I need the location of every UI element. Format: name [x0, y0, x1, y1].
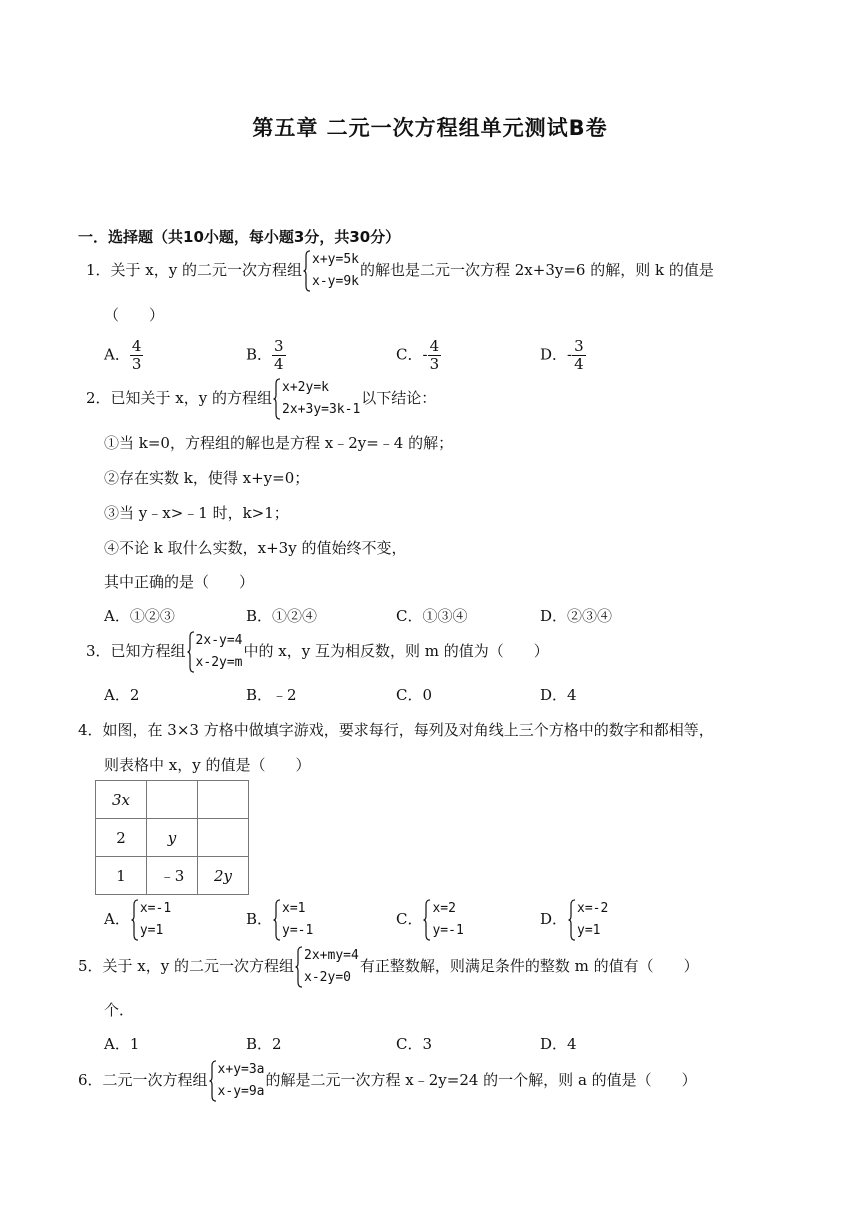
- q3-equation-2: x-2y=m: [195, 655, 243, 670]
- q5-option-a[interactable]: A．1: [104, 1035, 140, 1053]
- option-system: [568, 898, 608, 942]
- option-label: C．: [396, 910, 423, 928]
- numerator: 3: [574, 337, 584, 355]
- q3-option-a[interactable]: A．2: [104, 686, 140, 704]
- q2-option-c[interactable]: C．①③④: [396, 607, 468, 625]
- numerator: 4: [131, 337, 142, 355]
- q3-option-b[interactable]: B．﹣2: [246, 686, 297, 704]
- q5-stem-pre: 5．关于 x，y 的二元一次方程组: [78, 957, 295, 975]
- question-5: [78, 945, 699, 989]
- q2-equation-1: x+2y=k: [282, 380, 329, 395]
- option-equation: y=-1: [282, 923, 314, 938]
- q1-equation-system: [303, 249, 359, 293]
- q2-statement-2: ②存在实数 k，使得 x+y=0；: [104, 469, 310, 487]
- denominator: 4: [574, 355, 584, 373]
- q2-equation-2: 2x+3y=3k-1: [282, 402, 361, 417]
- option-equation: y=1: [577, 923, 601, 938]
- option-equation: x=2: [432, 901, 456, 916]
- q2-equation-system: [273, 377, 360, 421]
- q1-stem-pre: 1．关于 x，y 的二元一次方程组: [86, 261, 303, 279]
- q3-option-d[interactable]: D．4: [540, 686, 577, 704]
- denominator: 4: [274, 355, 284, 373]
- section-heading: 一．选择题（共10小题，每小题3分，共30分）: [78, 228, 401, 246]
- grid-cell: [198, 781, 249, 819]
- option-label: A．: [104, 345, 130, 364]
- q6-equation-system: [209, 1059, 265, 1103]
- grid-cell: 2: [96, 819, 147, 857]
- q1-option-b[interactable]: [246, 338, 286, 373]
- option-system: [423, 898, 463, 942]
- question-1: [86, 249, 714, 293]
- option-sign: -: [422, 345, 428, 364]
- option-system: [131, 898, 171, 942]
- grid-cell: 3x: [96, 781, 147, 819]
- question-3: [86, 630, 549, 674]
- denominator: 3: [131, 355, 142, 373]
- q1-stem-post: 的解也是二元一次方程 2x+3y=6 的解，则 k 的值是: [359, 261, 714, 279]
- grid-cell: [147, 781, 198, 819]
- q2-option-a[interactable]: A．①②③: [104, 607, 175, 625]
- q5-equation-2: x-2y=0: [304, 970, 351, 985]
- grid-cell: [198, 819, 249, 857]
- document-title: 第五章 二元一次方程组单元测试B卷: [252, 116, 608, 140]
- q1-option-d[interactable]: [540, 338, 586, 373]
- q2-statement-4: ④不论 k 取什么实数，x+3y 的值始终不变，: [104, 539, 407, 557]
- q2-statement-1: ①当 k=0，方程组的解也是方程 x﹣2y=﹣4 的解；: [104, 434, 454, 452]
- grid-row: [96, 781, 249, 819]
- q1-option-c[interactable]: [396, 338, 441, 373]
- option-label: D．: [540, 345, 568, 364]
- q1-option-a[interactable]: [104, 338, 143, 373]
- q1-paren: （ ）: [104, 306, 165, 324]
- q6-equation-1: x+y=3a: [217, 1062, 265, 1077]
- option-equation: x=-2: [577, 901, 609, 916]
- q5-equation-system: [295, 945, 359, 989]
- fraction: [572, 338, 586, 373]
- option-label: C．: [396, 345, 423, 364]
- q6-equation-2: x-y=9a: [217, 1084, 265, 1099]
- grid-row: [96, 819, 249, 857]
- q2-stem-pre: 2．已知关于 x，y 的方程组: [86, 389, 273, 407]
- q5-option-b[interactable]: B．2: [246, 1035, 282, 1053]
- fraction: [428, 338, 442, 373]
- q4-option-b[interactable]: [246, 898, 314, 942]
- q2-ask: 其中正确的是（ ）: [104, 573, 255, 591]
- option-label: B．: [246, 910, 273, 928]
- option-equation: y=-1: [432, 923, 464, 938]
- q3-option-c[interactable]: C．0: [396, 686, 433, 704]
- fraction: [130, 338, 144, 373]
- option-system: [273, 898, 313, 942]
- option-sign: -: [567, 345, 573, 364]
- option-label: D．: [540, 910, 568, 928]
- q3-stem-post: 中的 x，y 互为相反数，则 m 的值为（ ）: [243, 642, 549, 660]
- q6-stem-pre: 6．二元一次方程组: [78, 1071, 208, 1089]
- q5-option-c[interactable]: C．3: [396, 1035, 433, 1053]
- q3-stem-pre: 3．已知方程组: [86, 642, 186, 660]
- q1-equation-1: x+y=5k: [312, 252, 359, 267]
- q2-option-d[interactable]: D．②③④: [540, 607, 613, 625]
- q6-stem-post: 的解是二元一次方程 x﹣2y=24 的一个解，则 a 的值是（ ）: [265, 1071, 697, 1089]
- q4-option-a[interactable]: [104, 898, 172, 942]
- fraction: [272, 338, 286, 373]
- grid-cell: 1: [96, 857, 147, 895]
- question-6: [78, 1059, 697, 1103]
- q4-option-c[interactable]: [396, 898, 465, 942]
- q2-option-b[interactable]: B．①②④: [246, 607, 318, 625]
- q2-statement-3: ③当 y﹣x>﹣1 时，k>1；: [104, 504, 289, 522]
- numerator: 3: [274, 337, 284, 355]
- q3-equation-system: [187, 630, 243, 674]
- grid-cell: 2y: [198, 857, 249, 895]
- grid-cell: ﹣3: [147, 857, 198, 895]
- q5-equation-1: 2x+my=4: [304, 948, 359, 963]
- numerator: 4: [429, 337, 440, 355]
- grid-cell: y: [147, 819, 198, 857]
- q4-option-d[interactable]: [540, 898, 609, 942]
- q5-stem-post: 有正整数解，则满足条件的整数 m 的值有（ ）: [359, 957, 699, 975]
- option-label: A．: [104, 910, 130, 928]
- q1-equation-2: x-y=9k: [312, 274, 359, 289]
- grid-row: [96, 857, 249, 895]
- q5-option-d[interactable]: D．4: [540, 1035, 577, 1053]
- option-equation: y=1: [139, 923, 164, 938]
- q5-stem-line-2: 个．: [104, 1001, 135, 1019]
- option-equation: x=-1: [139, 901, 172, 916]
- question-2: [86, 377, 436, 421]
- q4-stem-line-1: 4．如图，在 3×3 方格中做填字游戏，要求每行，每列及对角线上三个方格中的数字和都相等，: [78, 721, 714, 739]
- option-equation: x=1: [282, 901, 306, 916]
- option-label: B．: [246, 345, 273, 364]
- denominator: 3: [429, 355, 440, 373]
- q4-stem-line-2: 则表格中 x，y 的值是（ ）: [104, 756, 311, 774]
- q2-stem-post: 以下结论：: [361, 389, 437, 407]
- q3-equation-1: 2x-y=4: [195, 633, 243, 648]
- magic-square-grid: [95, 780, 249, 895]
